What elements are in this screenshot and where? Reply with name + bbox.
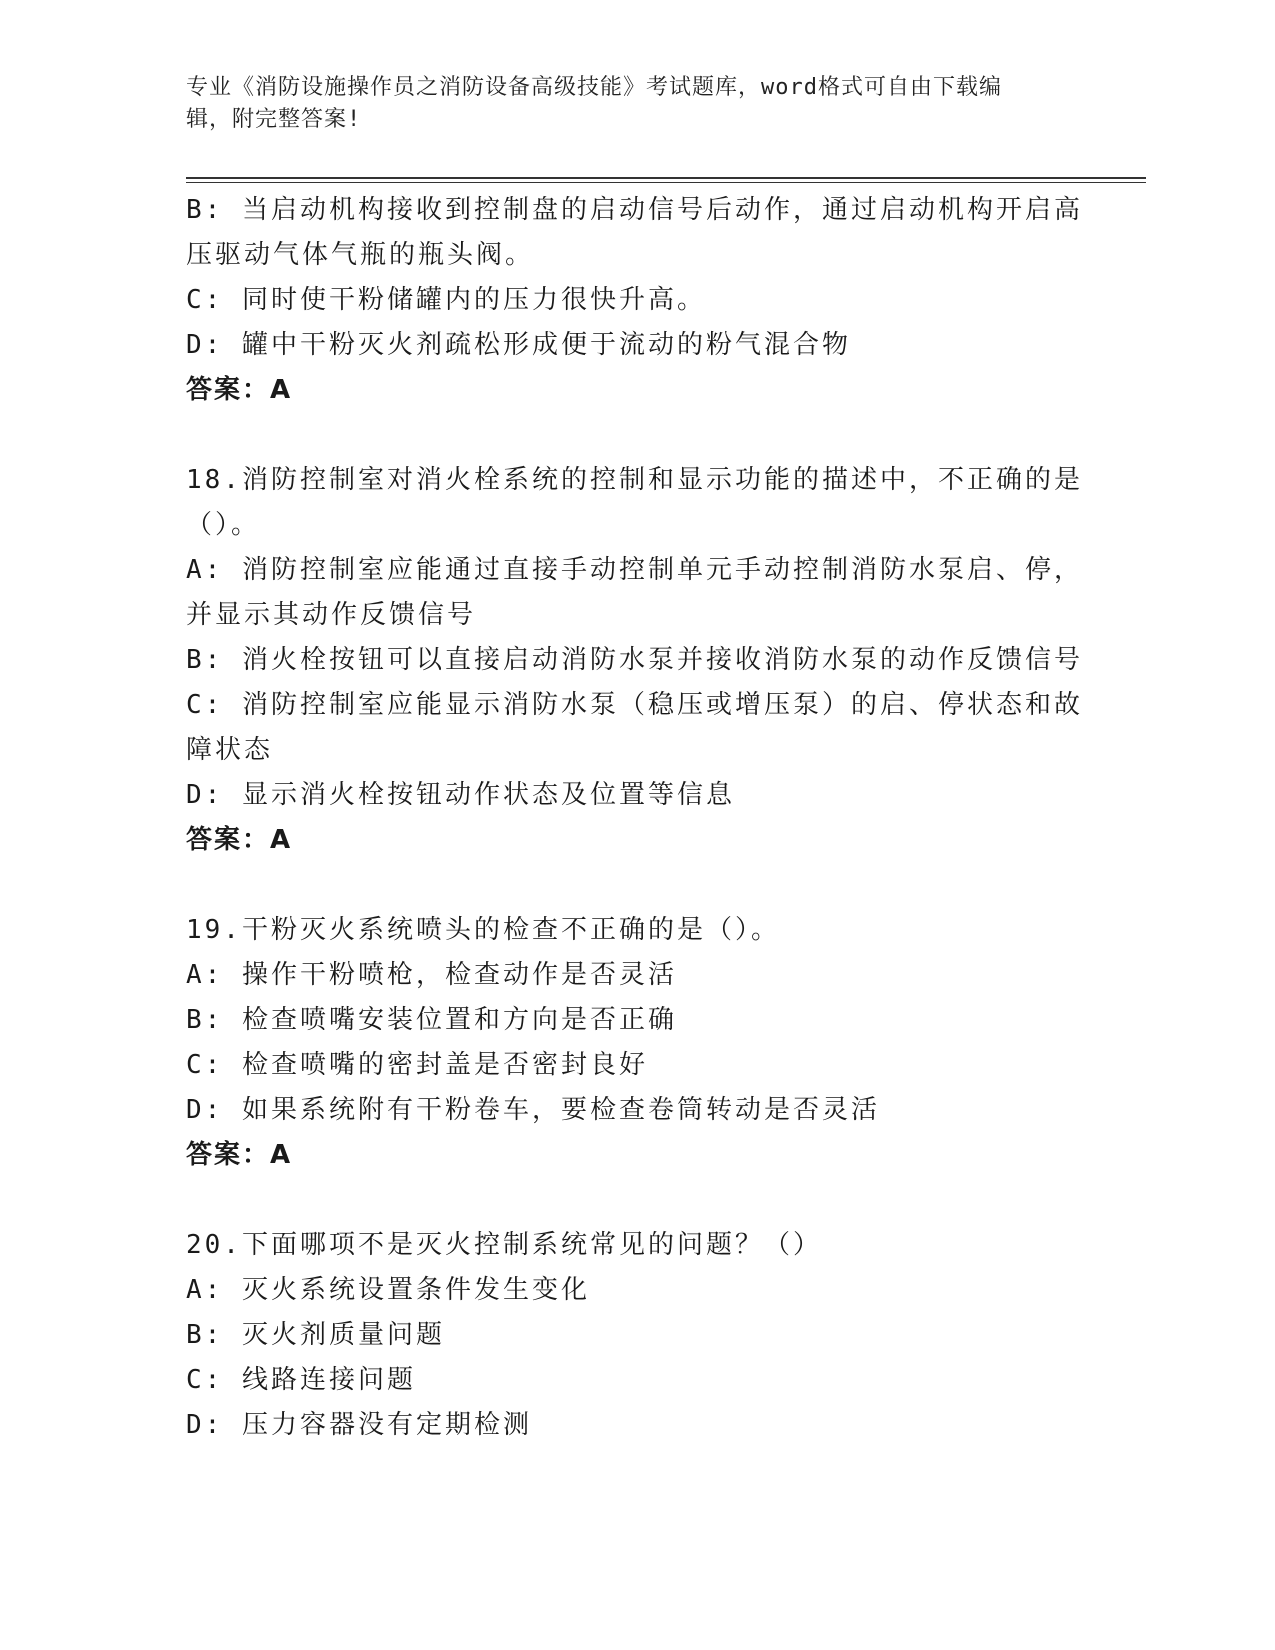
option-b: B: 消火栓按钮可以直接启动消防水泵并接收消防水泵的动作反馈信号: [186, 645, 1083, 675]
question-stem: 19.干粉灭火系统喷头的检查不正确的是（）。: [186, 915, 780, 945]
question-17-continued: [186, 188, 1086, 413]
question-stem: 20.下面哪项不是灭火控制系统常见的问题？（）: [186, 1230, 822, 1260]
answer: 答案：A: [186, 375, 293, 405]
option-a-line-1: A: 消防控制室应能通过直接手动控制单元手动控制消防水泵启、停，: [186, 555, 1083, 585]
option-c-line-1: C: 消防控制室应能显示消防水泵（稳压或增压泵）的启、停状态和故: [186, 690, 1083, 720]
question-stem-line-2: （）。: [186, 510, 261, 540]
option-b: B: 灭火剂质量问题: [186, 1320, 445, 1350]
option-d: D: 如果系统附有干粉卷车，要检查卷筒转动是否灵活: [186, 1095, 880, 1125]
option-c: C: 线路连接问题: [186, 1365, 416, 1395]
document-body: [186, 188, 1086, 1448]
option-b-line-1: B: 当启动机构接收到控制盘的启动信号后动作，通过启动机构开启高: [186, 195, 1083, 225]
option-a: A: 灭火系统设置条件发生变化: [186, 1275, 590, 1305]
header-divider-thin: [186, 182, 1146, 183]
spacer: [186, 413, 1086, 458]
option-d: D: 显示消火栓按钮动作状态及位置等信息: [186, 780, 735, 810]
option-c: C: 同时使干粉储罐内的压力很快升高。: [186, 285, 706, 315]
option-b: B: 检查喷嘴安装位置和方向是否正确: [186, 1005, 677, 1035]
spacer: [186, 863, 1086, 908]
option-a: A: 操作干粉喷枪，检查动作是否灵活: [186, 960, 677, 990]
header-line-1: 专业《消防设施操作员之消防设备高级技能》考试题库，word格式可自由下载编: [186, 75, 1002, 100]
option-a-line-2: 并显示其动作反馈信号: [186, 600, 477, 630]
header-line-2: 辑，附完整答案!: [186, 107, 362, 132]
answer: 答案：A: [186, 1140, 293, 1170]
question-stem-line-1: 18.消防控制室对消火栓系统的控制和显示功能的描述中，不正确的是: [186, 465, 1083, 495]
option-c-line-2: 障状态: [186, 735, 274, 765]
option-d: D: 压力容器没有定期检测: [186, 1410, 532, 1440]
question-20: [186, 1223, 1086, 1448]
option-c: C: 检查喷嘴的密封盖是否密封良好: [186, 1050, 648, 1080]
question-19: [186, 908, 1086, 1178]
header-divider-thick: [186, 177, 1146, 179]
option-d: D: 罐中干粉灭火剂疏松形成便于流动的粉气混合物: [186, 330, 851, 360]
answer: 答案：A: [186, 825, 293, 855]
question-18: [186, 458, 1086, 863]
document-header: [186, 72, 1066, 136]
spacer: [186, 1178, 1086, 1223]
option-b-line-2: 压驱动气体气瓶的瓶头阀。: [186, 240, 535, 270]
